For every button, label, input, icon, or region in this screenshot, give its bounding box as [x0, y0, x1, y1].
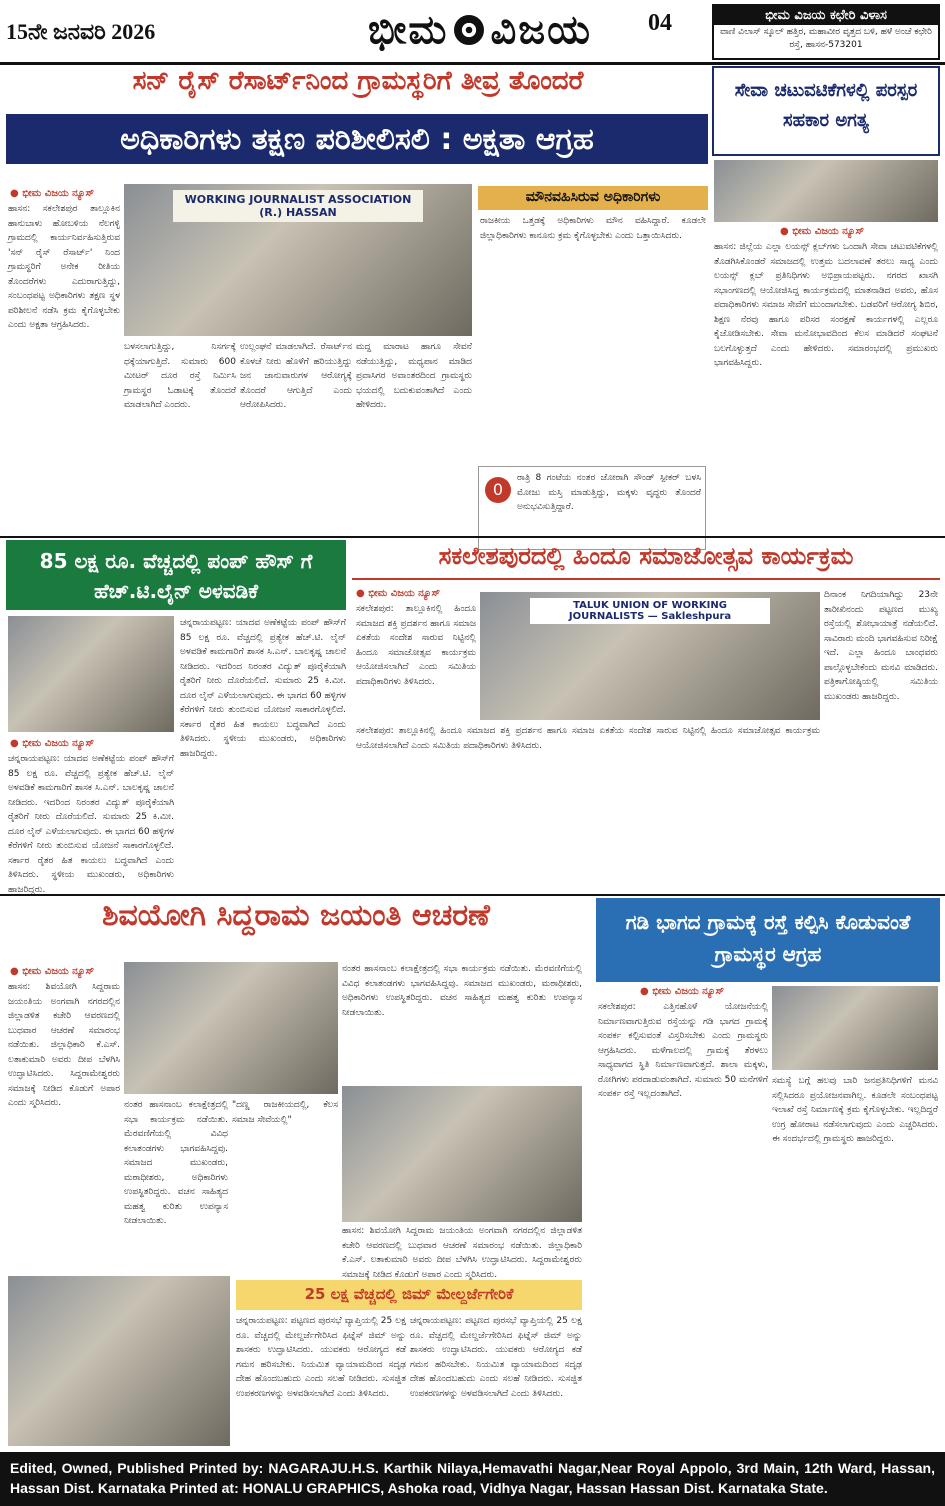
story4-body-a: ಸಕಲೇಶಪುರ: ತಾಲ್ಲೂಕಿನಲ್ಲಿ ಹಿಂದೂ ಸಮಾಜದ ಶಕ್ತಿ ಪ್ರದರ್ಶನ ಹಾಗೂ ಸಮಾಜ ಏಕತೆಯ ಸಂದೇಶ ಸಾರುವ ನಿಟ್ಟಿನಲ್ಲಿ ಹಿಂದೂ ಸಮಾಜೋತ್ಸವ ಕಾರ್ಯಕ್ರಮ ಆಯೋಜಿಸಲಾಗಿದೆ ಎಂದು ಸಮಿತಿಯ ಪದಾಧಿಕಾರಿಗಳು ತಿಳಿಸಿದರು.	[356, 604, 476, 687]
story1-subhead: ಮೌನವಹಿಸಿರುವ ಅಧಿಕಾರಿಗಳು	[478, 186, 708, 210]
story6-byline: ● ಭೀಮ ವಿಜಯ ನ್ಯೂಸ್	[640, 986, 725, 997]
office-address: ವಾಣಿ ವಿಲಾಸ್ ಸ್ಕೂಲ್ ಹತ್ತಿರ, ಮಹಾವೀರ ವೃತ್ತದ ಬಳಿ, ಹಳೆ ಅಂಚೆ ಕಛೇರಿ ರಸ್ತೆ, ಹಾಸನ-573201	[720, 27, 932, 50]
story1-photo	[124, 184, 472, 336]
story5-photo-main	[124, 962, 338, 1094]
story2-byline: ● ಭೀಮ ವಿಜಯ ನ್ಯೂಸ್	[780, 226, 865, 237]
story3-byline: ● ಭೀಮ ವಿಜಯ ನ್ಯೂಸ್	[10, 738, 95, 749]
story4-body-b: ದಿನಾಂಕ ನಿಗದಿಯಾಗಿದ್ದು 23ನೇ ತಾರೀಖಿನಂದು ಪಟ್ಟಣದ ಮುಖ್ಯ ರಸ್ತೆಯಲ್ಲಿ ಶೋಭಾಯಾತ್ರೆ ನಡೆಯಲಿದೆ. ಸಾವಿರಾರು ಮಂದಿ ಭಾಗವಹಿಸುವ ನಿರೀಕ್ಷೆ ಇದೆ. ಎಲ್ಲಾ ಹಿಂದೂ ಬಾಂಧವರು ಪಾಲ್ಗೊಳ್ಳಬೇಕೆಂದು ಮನವಿ ಮಾಡಿದರು. ಪತ್ರಿಕಾಗೋಷ್ಠಿಯಲ್ಲಿ ಸಮಿತಿಯ ಮುಖಂಡರು ಹಾಜರಿದ್ದರು.	[824, 590, 938, 702]
story4-byline: ● ಭೀಮ ವಿಜಯ ನ್ಯೂಸ್	[356, 588, 441, 599]
story5-photo-second	[342, 1086, 582, 1222]
story3-photo	[8, 616, 174, 732]
story1-body-col1: ಹಾಸನ: ಸಕಲೇಶಪುರ ತಾಲ್ಲೂಕಿನ ಹಾನುಬಾಳು ಹೋಬಳಿಯ ನೆಲಗಳ್ಳಿ ಗ್ರಾಮದಲ್ಲಿ ಕಾರ್ಯನಿರ್ವಹಿಸುತ್ತಿರುವ 'ಸನ್ ರೈಸ್ ರೆಸಾರ್ಟ್' ನಿಂದ ಗ್ರಾಮಸ್ಥರಿಗೆ ಅನೇಕ ರೀತಿಯ ತೊಂದರೆಗಳು ಎದುರಾಗುತ್ತಿದ್ದು, ಸಂಬಂಧಪಟ್ಟ ಅಧಿಕಾರಿಗಳು ತಕ್ಷಣ ಸ್ಥಳ ಪರಿಶೀಲನೆ ನಡೆಸಿ ಕ್ರಮ ಕೈಗೊಳ್ಳಬೇಕು ಎಂದು ಅಕ್ಷತಾ ಆಗ್ರಹಿಸಿದರು.	[8, 204, 120, 330]
story4-photo	[480, 592, 820, 720]
story1-kicker: ಸನ್ ರೈಸ್ ರೆಸಾರ್ಟ್‌ನಿಂದ ಗ್ರಾಮಸ್ಥರಿಗೆ ತೀವ್ರ ತೊಂದರೆ	[132, 66, 584, 96]
story6-photo	[772, 986, 938, 1070]
story5-body-c: ನಂತರ ಹಾಸನಾಂಬ ಕಲಾಕ್ಷೇತ್ರದಲ್ಲಿ ಸಭಾ ಕಾರ್ಯಕ್ರಮ ನಡೆಯಿತು. ಮೆರವಣಿಗೆಯಲ್ಲಿ ವಿವಿಧ ಕಲಾತಂಡಗಳು ಭಾಗವಹಿಸಿದ್ದವು. ಸಮಾಜದ ಮುಖಂಡರು, ಮಠಾಧೀಶರು, ಅಧಿಕಾರಿಗಳು ಉಪಸ್ಥಿತರಿದ್ದರು. ವಚನ ಸಾಹಿತ್ಯದ ಮಹತ್ವ ಕುರಿತು ಉಪನ್ಯಾಸ ನೀಡಲಾಯಿತು.	[342, 964, 582, 1018]
section-divider-2	[0, 894, 945, 896]
story6-headline: ಗಡಿ ಭಾಗದ ಗ್ರಾಮಕ್ಕೆ ರಸ್ತೆ ಕಲ್ಪಿಸಿ ಕೊಡುವಂತೆ ಗ್ರಾಮಸ್ಥರ ಆಗ್ರಹ	[596, 898, 940, 982]
story2-headline: ಸೇವಾ ಚಟುವಟಿಕೆಗಳಲ್ಲಿ ಪರಸ್ಪರ ಸಹಕಾರ ಅಗತ್ಯ	[712, 66, 940, 156]
story1-headline: ಅಧಿಕಾರಿಗಳು ತಕ್ಷಣ ಪರಿಶೀಲಿಸಲಿ : ಅಕ್ಷತಾ ಆಗ್ರಹ	[6, 114, 708, 164]
masthead-rule	[0, 62, 945, 65]
issue-date: 15ನೇ ಜನವರಿ 2026	[6, 19, 156, 44]
page-number: 04	[648, 10, 672, 36]
story1-body-col4: ಮದ್ದ ಮಾರಾಟ ಹಾಗೂ ಸೇವನೆ ನಡೆಯುತ್ತಿದ್ದು, ಮಧ್ಯಪಾನ ಮಾಡಿದ ಪ್ರವಾಸಿಗರ ಅವಾಂತರದಿಂದ ಗ್ರಾಮಸ್ಥರು ಭಯದಲ್ಲಿ ಬದುಕುವಂತಾಗಿದೆ ಎಂದು ಹೇಳಿದರು.	[356, 342, 472, 410]
story5-body-d: ಹಾಸನ: ಶಿವಯೋಗಿ ಸಿದ್ದರಾಮ ಜಯಂತಿಯ ಅಂಗವಾಗಿ ನಗರದಲ್ಲಿನ ಜಿಲ್ಲಾಡಳಿತ ಕಚೇರಿ ಆವರಣದಲ್ಲಿ ಬುಧವಾರ ಆಚರಣೆ ಸಮಾರಂಭ ನಡೆಯಿತು. ಜಿಲ್ಲಾಧಿಕಾರಿ ಕೆ.ಎಸ್. ಲತಾಕುಮಾರಿ ಅವರು ದೀಪ ಬೆಳಗಿಸಿ ಉದ್ಘಾಟಿಸಿದರು. ಸಿದ್ದರಾಮೇಶ್ವರರು ಸಮಾಜಕ್ಕೆ ನೀಡಿದ ಕೊಡುಗೆ ಅಪಾರ ಎಂದು ಸ್ಮರಿಸಿದರು.	[342, 1226, 582, 1280]
story3-body-b: ಚನ್ನರಾಯಪಟ್ಟಣ: ಯಾದವ ಅಣೆಕಟ್ಟೆಯ ಪಂಪ್ ಹೌಸ್‌ಗೆ 85 ಲಕ್ಷ ರೂ. ವೆಚ್ಚದಲ್ಲಿ ಪ್ರತ್ಯೇಕ ಹೆಚ್.ಟಿ. ಲೈನ್ ಅಳವಡಿಕೆ ಕಾಮಗಾರಿಗೆ ಶಾಸಕ ಸಿ.ಎನ್. ಬಾಲಕೃಷ್ಣ ಚಾಲನೆ ನೀಡಿದರು. ಇದರಿಂದ ನಿರಂತರ ವಿದ್ಯುತ್ ಪೂರೈಕೆಯಾಗಿ ರೈತರಿಗೆ ನೀರು ದೊರೆಯಲಿದೆ. ಸುಮಾರು 25 ಕಿ.ಮೀ. ದೂರ ಲೈನ್ ಎಳೆಯಲಾಗುವುದು. ಈ ಭಾಗದ 60 ಹಳ್ಳಿಗಳ ಕೆರೆಗಳಿಗೆ ನೀರು ತುಂಬಿಸುವ ಯೋಜನೆ ಸಾಕಾರಗೊಳ್ಳಲಿದೆ. ಸರ್ಕಾರ ರೈತರ ಹಿತ ಕಾಯಲು ಬದ್ಧವಾಗಿದೆ ಎಂದು ತಿಳಿಸಿದರು. ಸ್ಥಳೀಯ ಮುಖಂಡರು, ಅಧಿಕಾರಿಗಳು ಹಾಜರಿದ್ದರು.	[180, 618, 346, 759]
story5-byline: ● ಭೀಮ ವಿಜಯ ನ್ಯೂಸ್	[10, 966, 95, 977]
section-divider-1	[0, 536, 945, 538]
office-title: ಭೀಮ ವಿಜಯ ಕಛೇರಿ ವಿಳಾಸ	[714, 6, 938, 25]
story7-photo	[8, 1276, 230, 1446]
story4-body-c: ಸಕಲೇಶಪುರ: ತಾಲ್ಲೂಕಿನಲ್ಲಿ ಹಿಂದೂ ಸಮಾಜದ ಶಕ್ತಿ ಪ್ರದರ್ಶನ ಹಾಗೂ ಸಮಾಜ ಏಕತೆಯ ಸಂದೇಶ ಸಾರುವ ನಿಟ್ಟಿನಲ್ಲಿ ಹಿಂದೂ ಸಮಾಜೋತ್ಸವ ಕಾರ್ಯಕ್ರಮ ಆಯೋಜಿಸಲಾಗಿದೆ ಎಂದು ಸಮಿತಿಯ ಪದಾಧಿಕಾರಿಗಳು ತಿಳಿಸಿದರು.	[356, 726, 820, 751]
story1-body-col5: ರಾಜಕೀಯ ಒತ್ತಡಕ್ಕೆ ಅಧಿಕಾರಿಗಳು ಮೌನ ವಹಿಸಿದ್ದಾರೆ. ಕೂಡಲೇ ಜಿಲ್ಲಾಧಿಕಾರಿಗಳು ಕಾನೂನು ಕ್ರಮ ಕೈಗೊಳ್ಳಬೇಕು ಎಂದು ಒತ್ತಾಯಿಸಿದರು.	[480, 216, 706, 241]
story7-headline: 25 ಲಕ್ಷ ವೆಚ್ಚದಲ್ಲಿ ಜಿಮ್ ಮೇಲ್ದರ್ಜೆಗೇರಿಕೆ	[236, 1280, 582, 1310]
story4-headline: ಸಕಲೇಶಪುರದಲ್ಲಿ ಹಿಂದೂ ಸಮಾಜೋತ್ಸವ ಕಾರ್ಯಕ್ರಮ	[352, 540, 940, 580]
story3-body-a: ಚನ್ನರಾಯಪಟ್ಟಣ: ಯಾದವ ಅಣೆಕಟ್ಟೆಯ ಪಂಪ್ ಹೌಸ್‌ಗೆ 85 ಲಕ್ಷ ರೂ. ವೆಚ್ಚದಲ್ಲಿ ಪ್ರತ್ಯೇಕ ಹೆಚ್.ಟಿ. ಲೈನ್ ಅಳವಡಿಕೆ ಕಾಮಗಾರಿಗೆ ಶಾಸಕ ಸಿ.ಎನ್. ಬಾಲಕೃಷ್ಣ ಚಾಲನೆ ನೀಡಿದರು. ಇದರಿಂದ ನಿರಂತರ ವಿದ್ಯುತ್ ಪೂರೈಕೆಯಾಗಿ ರೈತರಿಗೆ ನೀರು ದೊರೆಯಲಿದೆ. ಸುಮಾರು 25 ಕಿ.ಮೀ. ದೂರ ಲೈನ್ ಎಳೆಯಲಾಗುವುದು. ಈ ಭಾಗದ 60 ಹಳ್ಳಿಗಳ ಕೆರೆಗಳಿಗೆ ನೀರು ತುಂಬಿಸುವ ಯೋಜನೆ ಸಾಕಾರಗೊಳ್ಳಲಿದೆ. ಸರ್ಕಾರ ರೈತರ ಹಿತ ಕಾಯಲು ಬದ್ಧವಾಗಿದೆ ಎಂದು ತಿಳಿಸಿದರು. ಸ್ಥಳೀಯ ಮುಖಂಡರು, ಅಧಿಕಾರಿಗಳು ಹಾಜರಿದ್ದರು.	[8, 754, 174, 895]
story3-headline: 85 ಲಕ್ಷ ರೂ. ವೆಚ್ಚದಲ್ಲಿ ಪಂಪ್ ಹೌಸ್ ಗೆ ಹೆಚ್.ಟಿ.ಲೈನ್ ಅಳವಡಿಕೆ	[6, 540, 346, 610]
story5-headline: ಶಿವಯೋಗಿ ಸಿದ್ದರಾಮ ಜಯಂತಿ ಆಚರಣೆ	[102, 898, 490, 933]
quote-mark-icon: 0	[485, 477, 511, 503]
story5-quote: "ದಣ್ಣ ರಾಜಕೀಯದಲ್ಲಿ, ಕೆಲಸ ಸಮಾಜ ಸೇವೆಯಲ್ಲಿ"	[232, 1100, 338, 1125]
story1-quote: ರಾತ್ರಿ 8 ಗಂಟೆಯ ನಂತರ ಜೋರಾಗಿ ಸೌಂಡ್ ಸ್ಪೀಕರ್ ಬಳಸಿ ಮೋಜು ಮಸ್ತಿ ಮಾಡುತ್ತಿದ್ದು, ಮಕ್ಕಳು ವೃದ್ಧರು ತೊಂದರೆ ಅನುಭವಿಸುತ್ತಿದ್ದಾರೆ.	[517, 473, 701, 512]
logo-right-text: ವಿಜಯ	[490, 7, 592, 53]
story6-body-a: ಸಕಲೇಶಪುರ: ಎತ್ತಿನಹೊಳೆ ಯೋಜನೆಯಲ್ಲಿ ನಿರ್ಮಾಣವಾಗುತ್ತಿರುವ ರಸ್ತೆಯನ್ನು ಗಡಿ ಭಾಗದ ಗ್ರಾಮಕ್ಕೆ ಸಂಪರ್ಕ ಕಲ್ಪಿಸುವಂತೆ ವಿಸ್ತರಿಸಬೇಕು ಎಂದು ಗ್ರಾಮಸ್ಥರು ಆಗ್ರಹಿಸಿದರು. ಮಳೆಗಾಲದಲ್ಲಿ ಗ್ರಾಮಕ್ಕೆ ತೆರಳಲು ಸಾಧ್ಯವಾಗದ ಸ್ಥಿತಿ ನಿರ್ಮಾಣವಾಗುತ್ತದೆ. ಶಾಲಾ ಮಕ್ಕಳು, ರೋಗಿಗಳು ಪರದಾಡುವಂತಾಗಿದೆ. ಸುಮಾರು 50 ಮನೆಗಳಿಗೆ ಸಂಪರ್ಕ ರಸ್ತೆ ಇಲ್ಲದಂತಾಗಿದೆ.	[598, 1002, 768, 1099]
story4-photo-banner: TALUK UNION OF WORKING JOURNALISTS — Sakleshpura	[530, 598, 770, 624]
story5-body-a: ಹಾಸನ: ಶಿವಯೋಗಿ ಸಿದ್ದರಾಮ ಜಯಂತಿಯ ಅಂಗವಾಗಿ ನಗರದಲ್ಲಿನ ಜಿಲ್ಲಾಡಳಿತ ಕಚೇರಿ ಆವರಣದಲ್ಲಿ ಬುಧವಾರ ಆಚರಣೆ ಸಮಾರಂಭ ನಡೆಯಿತು. ಜಿಲ್ಲಾಧಿಕಾರಿ ಕೆ.ಎಸ್. ಲತಾಕುಮಾರಿ ಅವರು ದೀಪ ಬೆಳಗಿಸಿ ಉದ್ಘಾಟಿಸಿದರು. ಸಿದ್ದರಾಮೇಶ್ವರರು ಸಮಾಜಕ್ಕೆ ನೀಡಿದ ಕೊಡುಗೆ ಅಪಾರ ಎಂದು ಸ್ಮರಿಸಿದರು.	[8, 982, 120, 1108]
story6-body-b: ಸಮಸ್ಯೆ ಬಗ್ಗೆ ಹಲವು ಬಾರಿ ಜನಪ್ರತಿನಿಧಿಗಳಿಗೆ ಮನವಿ ಸಲ್ಲಿಸಿದರೂ ಪ್ರಯೋಜನವಾಗಿಲ್ಲ. ಕೂಡಲೇ ಸಂಬಂಧಪಟ್ಟ ಇಲಾಖೆ ರಸ್ತೆ ನಿರ್ಮಾಣಕ್ಕೆ ಕ್ರಮ ಕೈಗೊಳ್ಳಬೇಕು. ಇಲ್ಲದಿದ್ದರೆ ಉಗ್ರ ಹೋರಾಟ ನಡೆಸಲಾಗುವುದು ಎಂದು ಎಚ್ಚರಿಸಿದರು. ಈ ಸಂದರ್ಭದಲ್ಲಿ ಗ್ರಾಮಸ್ಥರು ಹಾಜರಿದ್ದರು.	[772, 1076, 938, 1144]
story7-body-b: ಚನ್ನರಾಯಪಟ್ಟಣ: ಪಟ್ಟಣದ ಪುರಸಭೆ ವ್ಯಾಪ್ತಿಯಲ್ಲಿ 25 ಲಕ್ಷ ರೂ. ವೆಚ್ಚದಲ್ಲಿ ಮೇಲ್ದರ್ಜೆಗೇರಿಸಿದ ಫಿಟ್ನೆಸ್ ಜಿಮ್ ಅನ್ನು ಶಾಸಕರು ಉದ್ಘಾಟಿಸಿದರು. ಯುವಕರು ಆರೋಗ್ಯದ ಕಡೆ ಗಮನ ಹರಿಸಬೇಕು. ನಿಯಮಿತ ವ್ಯಾಯಾಮದಿಂದ ಸದೃಢ ದೇಹ ಹೊಂದಬಹುದು ಎಂದು ಸಲಹೆ ನೀಡಿದರು. ಸುಸಜ್ಜಿತ ಉಪಕರಣಗಳನ್ನು ಅಳವಡಿಸಲಾಗಿದೆ ಎಂದು ತಿಳಿಸಿದರು.	[410, 1316, 582, 1399]
story1-photo-banner: WORKING JOURNALIST ASSOCIATION (R.) HASSAN	[173, 190, 423, 222]
story1-byline: ● ಭೀಮ ವಿಜಯ ನ್ಯೂಸ್	[10, 188, 95, 199]
story1-body-col2: ಬಳಸಲಾಗುತ್ತಿದ್ದು, ನಿಸರ್ಗಕ್ಕೆ ಧಕ್ಕೆಯಾಗುತ್ತಿದೆ. ಸುಮಾರು 600 ಮೀಟರ್ ದೂರ ರಸ್ತೆ ನಿರ್ಮಿಸಿ ಗ್ರಾಮಸ್ಥರ ಓಡಾಟಕ್ಕೆ ತೊಂದರೆ ಮಾಡಲಾಗಿದೆ ಎಂದರು.	[124, 342, 236, 410]
office-address-box	[712, 4, 940, 60]
story2-body: ಹಾಸನ: ಜಿಲ್ಲೆಯ ಎಲ್ಲಾ ಲಯನ್ಸ್ ಕ್ಲಬ್‌ಗಳು ಒಂದಾಗಿ ಸೇವಾ ಚಟುವಟಿಕೆಗಳಲ್ಲಿ ತೊಡಗಿಸಿಕೊಂಡರೆ ಸಮಾಜದಲ್ಲಿ ಉತ್ತಮ ಬದಲಾವಣೆ ತರಲು ಸಾಧ್ಯ ಎಂದು ಲಯನ್ಸ್ ಕ್ಲಬ್ ಪ್ರತಿನಿಧಿಗಳು ಅಭಿಪ್ರಾಯಪಟ್ಟರು. ನಗರದ ಖಾಸಗಿ ಸಭಾಂಗಣದಲ್ಲಿ ಆಯೋಜಿಸಿದ್ದ ಕಾರ್ಯಕ್ರಮದಲ್ಲಿ ಮಾತನಾಡಿದ ಅವರು, ಹೊಸ ಪದಾಧಿಕಾರಿಗಳು ಸಮಾಜ ಸೇವೆಗೆ ಮುಂದಾಗಬೇಕು. ಬಡವರಿಗೆ ಆರೋಗ್ಯ ಶಿಬಿರ, ಶಿಕ್ಷಣ ನೆರವು ಹಾಗೂ ಪರಿಸರ ಸಂರಕ್ಷಣೆ ಕಾರ್ಯಗಳಲ್ಲಿ ಎಲ್ಲರೂ ಕೈಜೋಡಿಸಬೇಕು. ಸೇವಾ ಮನೋಭಾವದಿಂದ ಕೆಲಸ ಮಾಡಿದರೆ ಸಂಘಟನೆ ಬಲಗೊಳ್ಳುತ್ತದೆ ಎಂದು ಹೇಳಿದರು. ಸಮಾರಂಭದಲ್ಲಿ ಪ್ರಮುಖರು ಭಾಗವಹಿಸಿದ್ದರು.	[714, 242, 938, 368]
chakra-icon	[454, 15, 484, 45]
story7-body-a: ಚನ್ನರಾಯಪಟ್ಟಣ: ಪಟ್ಟಣದ ಪುರಸಭೆ ವ್ಯಾಪ್ತಿಯಲ್ಲಿ 25 ಲಕ್ಷ ರೂ. ವೆಚ್ಚದಲ್ಲಿ ಮೇಲ್ದರ್ಜೆಗೇರಿಸಿದ ಫಿಟ್ನೆಸ್ ಜಿಮ್ ಅನ್ನು ಶಾಸಕರು ಉದ್ಘಾಟಿಸಿದರು. ಯುವಕರು ಆರೋಗ್ಯದ ಕಡೆ ಗಮನ ಹರಿಸಬೇಕು. ನಿಯಮಿತ ವ್ಯಾಯಾಮದಿಂದ ಸದೃಢ ದೇಹ ಹೊಂದಬಹುದು ಎಂದು ಸಲಹೆ ನೀಡಿದರು. ಸುಸಜ್ಜಿತ ಉಪಕರಣಗಳನ್ನು ಅಳವಡಿಸಲಾಗಿದೆ ಎಂದು ತಿಳಿಸಿದರು.	[236, 1316, 406, 1399]
story5-body-b: ನಂತರ ಹಾಸನಾಂಬ ಕಲಾಕ್ಷೇತ್ರದಲ್ಲಿ ಸಭಾ ಕಾರ್ಯಕ್ರಮ ನಡೆಯಿತು. ಮೆರವಣಿಗೆಯಲ್ಲಿ ವಿವಿಧ ಕಲಾತಂಡಗಳು ಭಾಗವಹಿಸಿದ್ದವು. ಸಮಾಜದ ಮುಖಂಡರು, ಮಠಾಧೀಶರು, ಅಧಿಕಾರಿಗಳು ಉಪಸ್ಥಿತರಿದ್ದರು. ವಚನ ಸಾಹಿತ್ಯದ ಮಹತ್ವ ಕುರಿತು ಉಪನ್ಯಾಸ ನೀಡಲಾಯಿತು.	[124, 1100, 228, 1226]
story2-photo	[714, 160, 938, 222]
imprint-footer: Edited, Owned, Published Printed by: NAGARAJU.H.S. Karthik Nilaya,Hemavathi Nagar,Near Royal Appolo, 3rd Main, 12th Ward, Hassan, Hassan Dist. Karnataka Printed at: HONALU GRAPHICS, Ashoka road, Vidhya Nagar, Hassan Hassan Dist. Karnataka State.	[0, 1452, 945, 1506]
story1-body-col3: ಉಲ್ಲಂಘನೆ ಮಾಡಲಾಗಿದೆ. ರೆಸಾರ್ಟ್‌ನ ಕೊಳಚೆ ನೀರು ಹೊಳೆಗೆ ಹರಿಯುತ್ತಿದ್ದು ಜನ ಜಾನುವಾರುಗಳ ಆರೋಗ್ಯಕ್ಕೆ ತೊಂದರೆ ಆಗುತ್ತಿದೆ ಎಂದು ಆರೋಪಿಸಿದರು.	[240, 342, 352, 410]
newspaper-logo	[320, 2, 640, 58]
logo-left-text: ಭೀಮ	[368, 7, 449, 53]
